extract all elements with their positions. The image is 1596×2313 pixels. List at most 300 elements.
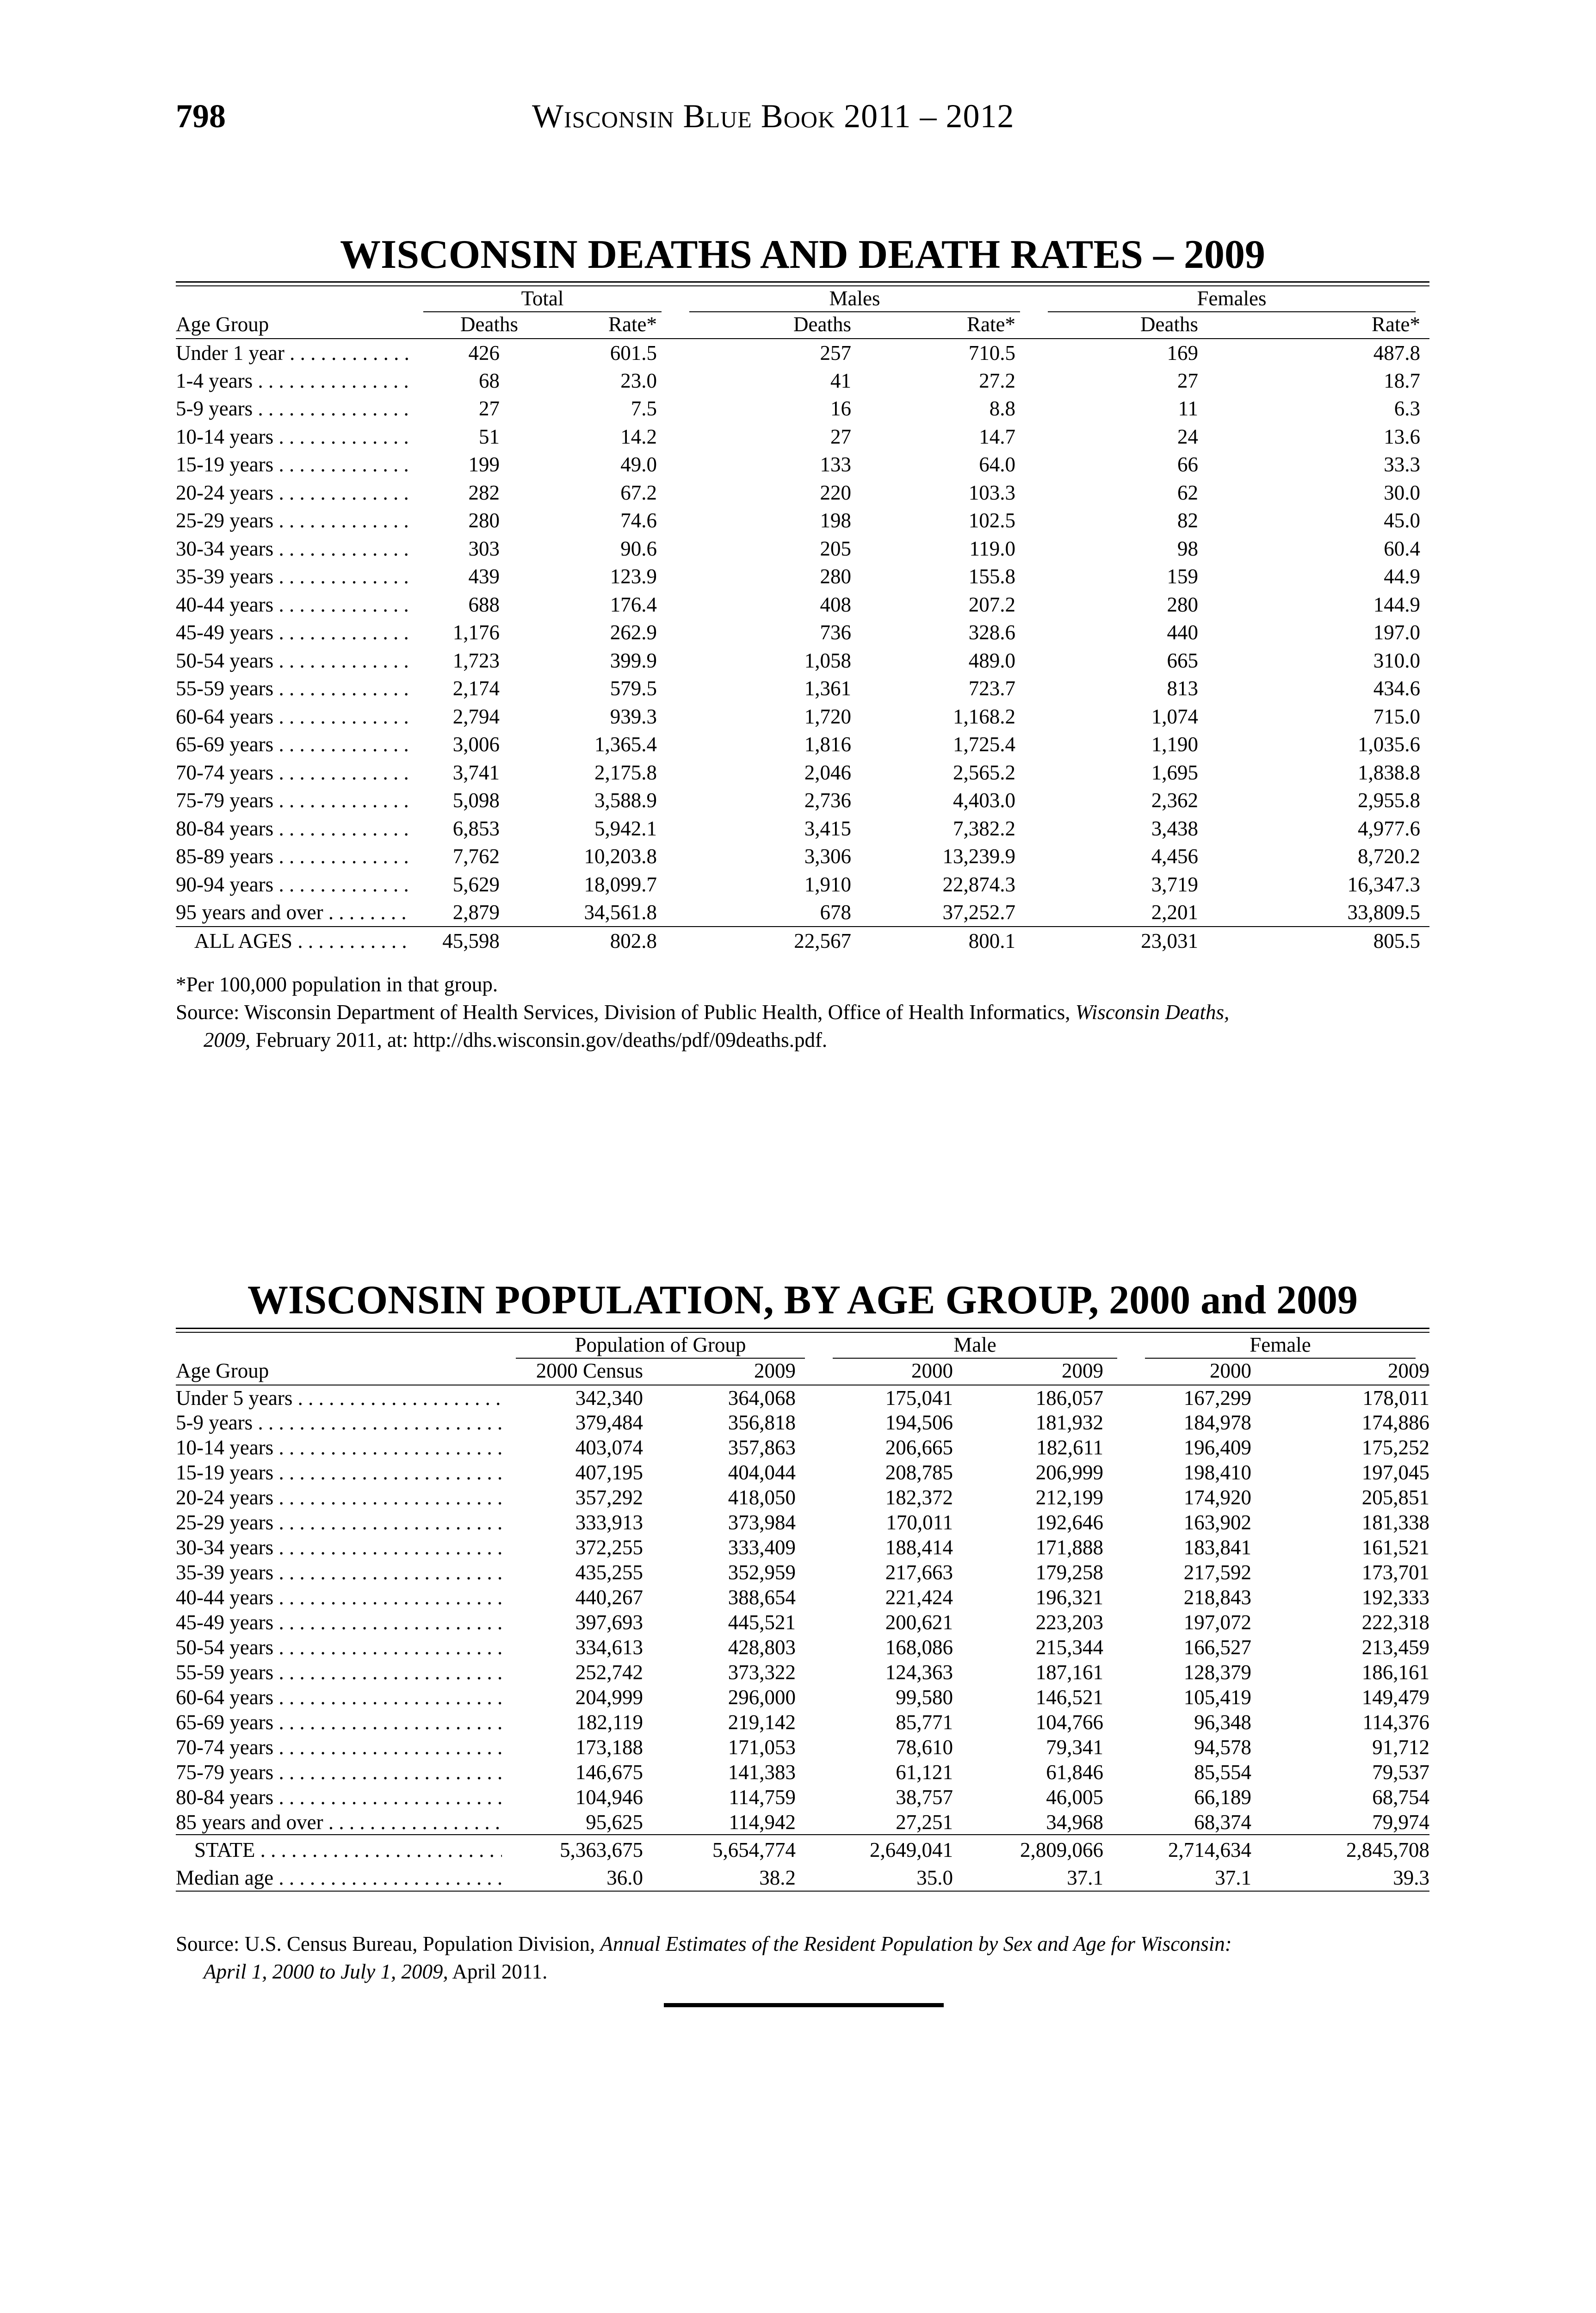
table-cell: 2,649,041: [819, 1835, 985, 1864]
table-cell: 426: [468, 341, 500, 365]
table-cell: 24: [1177, 425, 1198, 448]
table-cell: 105,419: [1183, 1686, 1251, 1709]
table-cell: 3,438: [1151, 816, 1198, 840]
table-row: [176, 786, 1429, 815]
table-cell: 45,598: [409, 927, 518, 955]
table-cell: 34,968: [1046, 1810, 1103, 1834]
table-cell: 2,809,066: [985, 1835, 1131, 1864]
table-cell: 178,011: [1362, 1386, 1429, 1410]
table-cell: 144.9: [1373, 593, 1420, 616]
age-group-label: 20-24 years . . .: [176, 479, 409, 507]
table-cell: 212,199: [1035, 1486, 1103, 1509]
table-cell: 1,723: [452, 649, 500, 672]
table-row: [176, 815, 1429, 843]
column-header: Rate*: [870, 312, 1034, 339]
table-cell: 723.7: [968, 677, 1015, 700]
table-row: [176, 339, 1429, 367]
table-row: [176, 898, 1429, 927]
table-cell: 149,479: [1361, 1686, 1429, 1709]
end-rule: [664, 2003, 944, 2007]
table-cell: 99,580: [896, 1686, 953, 1709]
age-group-label: Under 1 year . . .: [176, 339, 409, 367]
table-row: [176, 1810, 1429, 1835]
age-group-label: 75-79 years . . .: [176, 786, 409, 815]
table-cell: 303: [468, 537, 500, 560]
table-cell: 2,362: [1151, 789, 1198, 812]
table-cell: 5,942.1: [594, 816, 657, 840]
table-cell: 176.4: [610, 593, 657, 616]
page-number: 798: [176, 98, 226, 135]
age-group-label: 50-54 years . . .: [176, 1635, 502, 1660]
table-row: [176, 1710, 1429, 1735]
table-cell: 208,785: [885, 1461, 953, 1484]
table-cell: 805.5: [1226, 927, 1429, 955]
age-group-label: 35-39 years . . .: [176, 563, 409, 591]
running-title: Wisconsin Blue Book 2011 – 2012: [532, 98, 1015, 135]
table-cell: 1,168.2: [953, 705, 1015, 728]
table-cell: 196,321: [1035, 1586, 1103, 1609]
age-group-label: Under 5 years . . .: [176, 1385, 502, 1410]
table-cell: 161,521: [1361, 1536, 1429, 1559]
table-cell: 440: [1167, 621, 1198, 644]
table-cell: 159: [1167, 565, 1198, 588]
table-cell: 34,561.8: [584, 900, 657, 924]
table-cell: 49.0: [620, 453, 657, 476]
table-row: [176, 395, 1429, 423]
median-row: [176, 1864, 1429, 1891]
table-cell: 64.0: [979, 453, 1015, 476]
table-cell: 61,846: [1046, 1761, 1103, 1784]
table-row: [176, 1385, 1429, 1410]
age-group-label: 70-74 years . . .: [176, 759, 409, 787]
table-cell: 364,068: [728, 1386, 796, 1410]
table-cell: 487.8: [1373, 341, 1420, 365]
table-cell: 1,074: [1151, 705, 1198, 728]
column-header: 2000: [1131, 1359, 1288, 1385]
table-cell: 333,913: [575, 1511, 643, 1534]
table-cell: 33.3: [1384, 453, 1420, 476]
table-cell: 1,695: [1151, 761, 1198, 784]
table-cell: 194,506: [885, 1411, 953, 1434]
table-cell: 3,006: [452, 733, 500, 756]
population-table: [176, 1328, 1429, 1892]
table-cell: 198: [820, 509, 851, 532]
table-cell: 114,759: [729, 1786, 796, 1809]
table-cell: 10,203.8: [584, 845, 657, 868]
table-cell: 407,195: [575, 1461, 643, 1484]
table-cell: 51: [479, 425, 500, 448]
table-cell: 45.0: [1384, 509, 1420, 532]
age-group-label: 55-59 years . . .: [176, 674, 409, 703]
table-cell: 67.2: [620, 481, 657, 504]
table-cell: 342,340: [575, 1386, 643, 1410]
table-cell: 222,318: [1361, 1611, 1429, 1634]
table-cell: 204,999: [575, 1686, 643, 1709]
table-cell: 215,344: [1035, 1636, 1103, 1659]
table-cell: 357,292: [575, 1486, 643, 1509]
table-cell: 22,874.3: [942, 872, 1015, 896]
column-header: 2000: [819, 1359, 985, 1385]
table-row: [176, 451, 1429, 479]
table-cell: 22,567: [675, 927, 870, 955]
table-cell: 4,977.6: [1358, 816, 1420, 840]
table-row: [176, 1785, 1429, 1810]
table-cell: 2,879: [452, 900, 500, 924]
table-cell: 715.0: [1373, 705, 1420, 728]
table-row: [176, 1410, 1429, 1435]
table-cell: 167,299: [1183, 1386, 1251, 1410]
table-cell: 79,537: [1372, 1761, 1429, 1784]
table-cell: 18,099.7: [584, 872, 657, 896]
table-cell: 206,665: [885, 1436, 953, 1459]
table-cell: 3,415: [804, 816, 851, 840]
population-table-title: WISCONSIN POPULATION, BY AGE GROUP, 2000 and 2009: [247, 1278, 1358, 1323]
table-cell: 206,999: [1035, 1461, 1103, 1484]
table-row: [176, 842, 1429, 871]
table-cell: 36.0: [502, 1864, 657, 1891]
table-cell: 7.5: [631, 397, 657, 421]
table-cell: 7,762: [452, 845, 500, 868]
table-cell: 440,267: [575, 1586, 643, 1609]
table-cell: 85,771: [896, 1711, 953, 1734]
column-header: Rate*: [518, 312, 675, 339]
column-header: Age Group: [176, 312, 409, 339]
table-cell: 13.6: [1384, 425, 1420, 448]
table-cell: 78,610: [896, 1736, 953, 1759]
column-header: 2009: [657, 1359, 819, 1385]
table-cell: 16: [830, 397, 851, 421]
population-notes: [176, 1930, 1434, 1985]
table-cell: 23.0: [620, 369, 657, 392]
table-cell: 2,714,634: [1131, 1835, 1288, 1864]
table-cell: 27: [479, 397, 500, 421]
table-row: [176, 535, 1429, 563]
age-group-label: 55-59 years . . .: [176, 1660, 502, 1685]
table-cell: 27: [1177, 369, 1198, 392]
age-group-label: 5-9 years . . .: [176, 395, 409, 423]
table-cell: 173,188: [575, 1736, 643, 1759]
table-cell: 35.0: [819, 1864, 985, 1891]
table-cell: 33,809.5: [1347, 900, 1420, 924]
row-label: STATE . . .: [176, 1835, 502, 1864]
table-cell: 352,959: [728, 1561, 796, 1584]
table-cell: 94,578: [1194, 1736, 1251, 1759]
table-cell: 2,794: [452, 705, 500, 728]
table-cell: 280: [1167, 593, 1198, 616]
age-group-label: 50-54 years . . .: [176, 647, 409, 675]
age-group-label: 45-49 years . . .: [176, 618, 409, 647]
table-cell: 802.8: [518, 927, 675, 955]
table-cell: 197.0: [1373, 621, 1420, 644]
table-cell: 174,920: [1183, 1486, 1251, 1509]
table-cell: 44.9: [1384, 565, 1420, 588]
age-group-label: 70-74 years . . .: [176, 1735, 502, 1760]
table-cell: 74.6: [620, 509, 657, 532]
column-header: Deaths: [409, 312, 518, 339]
table-cell: 182,372: [885, 1486, 953, 1509]
age-group-label: 80-84 years . . .: [176, 815, 409, 843]
column-header: 2009: [1288, 1359, 1429, 1385]
table-row: [176, 1760, 1429, 1785]
table-cell: 14.2: [620, 425, 657, 448]
table-row: [176, 1460, 1429, 1485]
table-cell: 1,720: [804, 705, 851, 728]
table-cell: 372,255: [575, 1536, 643, 1559]
age-group-label: 60-64 years . . .: [176, 703, 409, 731]
age-group-label: 75-79 years . . .: [176, 1760, 502, 1785]
group-header-male: Male: [819, 1333, 1131, 1359]
table-cell: 166,527: [1183, 1636, 1251, 1659]
table-cell: 181,932: [1035, 1411, 1103, 1434]
age-group-label: 10-14 years . . .: [176, 1435, 502, 1460]
table-cell: 373,322: [728, 1661, 796, 1684]
age-group-label: 40-44 years . . .: [176, 591, 409, 619]
table-cell: 66: [1177, 453, 1198, 476]
table-cell: 60.4: [1384, 537, 1420, 560]
table-row: [176, 563, 1429, 591]
table-cell: 186,161: [1361, 1661, 1429, 1684]
row-label: Median age . . .: [176, 1864, 502, 1891]
group-header-population: Population of Group: [502, 1333, 819, 1359]
table-row: [176, 1585, 1429, 1610]
table-cell: 218,843: [1183, 1586, 1251, 1609]
age-group-label: 60-64 years . . .: [176, 1685, 502, 1710]
table-cell: 2,955.8: [1358, 789, 1420, 812]
table-row: [176, 759, 1429, 787]
age-group-label: 15-19 years . . .: [176, 451, 409, 479]
table-cell: 4,403.0: [953, 789, 1015, 812]
table-cell: 6,853: [452, 816, 500, 840]
table-cell: 7,382.2: [953, 816, 1015, 840]
table-cell: 373,984: [728, 1511, 796, 1534]
table-cell: 66,189: [1194, 1786, 1251, 1809]
age-group-label: 30-34 years . . .: [176, 535, 409, 563]
table-cell: 813: [1167, 677, 1198, 700]
age-group-label: 90-94 years . . .: [176, 871, 409, 899]
age-group-label: 10-14 years . . .: [176, 423, 409, 451]
table-cell: 23,031: [1034, 927, 1226, 955]
table-cell: 102.5: [968, 509, 1015, 532]
table-cell: 356,818: [728, 1411, 796, 1434]
table-cell: 257: [820, 341, 851, 365]
table-cell: 188,414: [885, 1536, 953, 1559]
table-cell: 179,258: [1035, 1561, 1103, 1584]
table-cell: 187,161: [1035, 1661, 1103, 1684]
table-row: [176, 1685, 1429, 1710]
age-group-label: 25-29 years . . .: [176, 1510, 502, 1535]
table-cell: 30.0: [1384, 481, 1420, 504]
table-cell: 404,044: [728, 1461, 796, 1484]
age-group-label: 25-29 years . . .: [176, 507, 409, 535]
table-cell: 39.3: [1288, 1864, 1429, 1891]
table-cell: 1,058: [804, 649, 851, 672]
table-cell: 68,754: [1372, 1786, 1429, 1809]
table-cell: 219,142: [728, 1711, 796, 1734]
table-cell: 357,863: [728, 1436, 796, 1459]
table-cell: 79,341: [1046, 1736, 1103, 1759]
age-group-label: 85 years and over . . .: [176, 1810, 502, 1835]
table-row: [176, 479, 1429, 507]
age-group-label: 65-69 years . . .: [176, 730, 409, 759]
table-cell: 175,041: [885, 1386, 953, 1410]
population-source: Source: U.S. Census Bureau, Population Division, Annual Estimates of the Resident Population by Sex and Age for Wisconsin: April 1, 2000 to July 1, 2009, April 2011.: [176, 1932, 1232, 1983]
table-cell: 408: [820, 593, 851, 616]
deaths-source: Source: Wisconsin Department of Health Services, Division of Public Health, Office of Health Informatics, Wisconsin Deaths, 2009, February 2011, at: http://dhs.wisconsin.gov/deaths/pdf/09deaths.pdf.: [176, 1001, 1230, 1051]
deaths-footnote: *Per 100,000 population in that group.: [176, 973, 498, 996]
table-cell: 3,306: [804, 845, 851, 868]
table-cell: 192,646: [1035, 1511, 1103, 1534]
table-cell: 38.2: [657, 1864, 819, 1891]
table-cell: 418,050: [728, 1486, 796, 1509]
table-cell: 128,379: [1183, 1661, 1251, 1684]
table-cell: 579.5: [610, 677, 657, 700]
table-cell: 334,613: [575, 1636, 643, 1659]
table-cell: 5,363,675: [502, 1835, 657, 1864]
table-cell: 217,592: [1183, 1561, 1251, 1584]
deaths-table-title: WISCONSIN DEATHS AND DEATH RATES – 2009: [340, 232, 1265, 277]
table-row: [176, 1485, 1429, 1510]
table-cell: 163,902: [1183, 1511, 1251, 1534]
table-cell: 220: [820, 481, 851, 504]
table-cell: 103.3: [968, 481, 1015, 504]
table-cell: 169: [1167, 341, 1198, 365]
table-row: [176, 1635, 1429, 1660]
table-cell: 736: [820, 621, 851, 644]
table-cell: 221,424: [885, 1586, 953, 1609]
table-cell: 123.9: [610, 565, 657, 588]
deaths-table: [176, 281, 1429, 955]
table-cell: 114,942: [729, 1810, 796, 1834]
table-cell: 800.1: [870, 927, 1034, 955]
table-cell: 186,057: [1035, 1386, 1103, 1410]
table-cell: 1,816: [804, 733, 851, 756]
table-cell: 114,376: [1362, 1711, 1429, 1734]
table-cell: 2,845,708: [1288, 1835, 1429, 1864]
table-cell: 68,374: [1194, 1810, 1251, 1834]
table-cell: 183,841: [1183, 1536, 1251, 1559]
table-cell: 175,252: [1361, 1436, 1429, 1459]
table-cell: 296,000: [728, 1686, 796, 1709]
table-cell: 8,720.2: [1358, 845, 1420, 868]
table-row: [176, 1560, 1429, 1585]
deaths-notes: [176, 971, 1434, 1054]
table-cell: 199: [468, 453, 500, 476]
table-cell: 192,333: [1361, 1586, 1429, 1609]
table-cell: 95,625: [586, 1810, 643, 1834]
column-header: Rate*: [1226, 312, 1429, 339]
table-cell: 280: [820, 565, 851, 588]
table-cell: 14.7: [979, 425, 1015, 448]
table-row: [176, 367, 1429, 395]
table-cell: 62: [1177, 481, 1198, 504]
age-group-label: 35-39 years . . .: [176, 1560, 502, 1585]
group-header-total: Total: [409, 286, 675, 312]
table-cell: 38,757: [896, 1786, 953, 1809]
group-header-females: Females: [1034, 286, 1429, 312]
table-cell: 90.6: [620, 537, 657, 560]
table-cell: 205,851: [1361, 1486, 1429, 1509]
table-cell: 2,565.2: [953, 761, 1015, 784]
table-cell: 388,654: [728, 1586, 796, 1609]
table-cell: 6.3: [1394, 397, 1420, 421]
table-cell: 104,766: [1035, 1711, 1103, 1734]
table-cell: 282: [468, 481, 500, 504]
table-cell: 82: [1177, 509, 1198, 532]
age-group-label: 45-49 years . . .: [176, 1610, 502, 1635]
table-cell: 665: [1167, 649, 1198, 672]
table-cell: 8.8: [989, 397, 1015, 421]
age-group-label: 80-84 years . . .: [176, 1785, 502, 1810]
table-cell: 397,693: [575, 1611, 643, 1634]
table-cell: 1,910: [804, 872, 851, 896]
table-row: [176, 703, 1429, 731]
table-row: [176, 1535, 1429, 1560]
table-cell: 1,190: [1151, 733, 1198, 756]
table-cell: 27,251: [896, 1810, 953, 1834]
table-cell: 710.5: [968, 341, 1015, 365]
column-header: Deaths: [675, 312, 870, 339]
table-row: [176, 1510, 1429, 1535]
group-header-female: Female: [1131, 1333, 1429, 1359]
table-cell: 1,725.4: [953, 733, 1015, 756]
table-cell: 196,409: [1183, 1436, 1251, 1459]
table-cell: 155.8: [968, 565, 1015, 588]
table-cell: 5,629: [452, 872, 500, 896]
table-cell: 403,074: [575, 1436, 643, 1459]
table-row: [176, 1610, 1429, 1635]
column-header: 2009: [985, 1359, 1131, 1385]
table-row: [176, 674, 1429, 703]
table-row: [176, 1435, 1429, 1460]
table-cell: 213,459: [1361, 1636, 1429, 1659]
table-cell: 428,803: [728, 1636, 796, 1659]
table-cell: 18.7: [1384, 369, 1420, 392]
age-group-label: 15-19 years . . .: [176, 1460, 502, 1485]
table-cell: 434.6: [1373, 677, 1420, 700]
column-header: 2000 Census: [502, 1359, 657, 1385]
table-cell: 96,348: [1194, 1711, 1251, 1734]
table-cell: 171,888: [1035, 1536, 1103, 1559]
table-cell: 91,712: [1372, 1736, 1429, 1759]
table-cell: 262.9: [610, 621, 657, 644]
table-cell: 141,383: [728, 1761, 796, 1784]
column-header: Age Group: [176, 1359, 502, 1385]
table-cell: 61,121: [896, 1761, 953, 1784]
table-cell: 37,252.7: [942, 900, 1015, 924]
table-cell: 197,045: [1361, 1461, 1429, 1484]
table-cell: 2,174: [452, 677, 500, 700]
age-group-label: 65-69 years . . .: [176, 1710, 502, 1735]
table-cell: 4,456: [1151, 845, 1198, 868]
table-cell: 252,742: [575, 1661, 643, 1684]
table-cell: 11: [1178, 397, 1198, 421]
table-cell: 3,588.9: [594, 789, 657, 812]
total-row: [176, 927, 1429, 955]
table-cell: 688: [468, 593, 500, 616]
table-cell: 13,239.9: [942, 845, 1015, 868]
table-row: [176, 507, 1429, 535]
table-cell: 678: [820, 900, 851, 924]
age-group-label: 30-34 years . . .: [176, 1535, 502, 1560]
table-cell: 79,974: [1372, 1810, 1429, 1834]
table-cell: 119.0: [969, 537, 1015, 560]
table-cell: 1,365.4: [594, 733, 657, 756]
table-cell: 2,736: [804, 789, 851, 812]
table-cell: 85,554: [1194, 1761, 1251, 1784]
table-cell: 46,005: [1046, 1786, 1103, 1809]
table-cell: 198,410: [1183, 1461, 1251, 1484]
age-group-label: 40-44 years . . .: [176, 1585, 502, 1610]
